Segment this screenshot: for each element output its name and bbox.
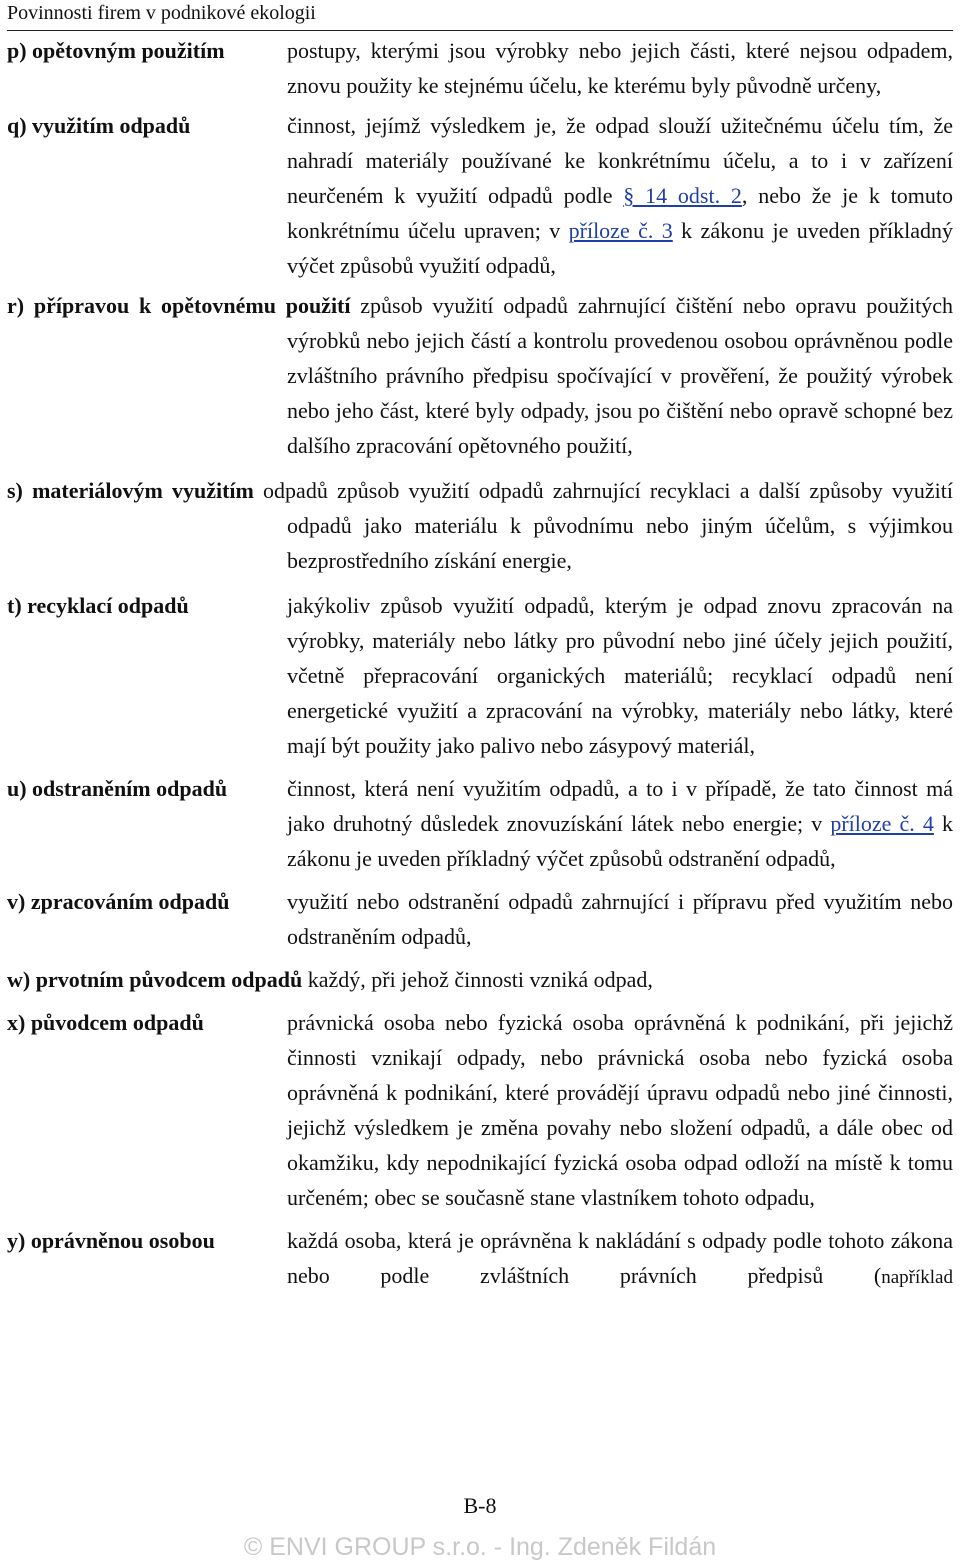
term-definition: jakýkoliv způsob využití odpadů, kterým je odpad znovu zpracován na výrobky, materiály nebo látky pro původní nebo jiné účely jejich použití, včetně přepracování organických materiálů; recyklací odpadů není energetické využití a zpracování na výrobky, materiály nebo látky, které mají být použity jako palivo nebo zásypový materiál, — [287, 593, 953, 758]
term-definition: každý, při jehož činnosti vzniká odpad, — [302, 967, 653, 992]
term-label: r) přípravou k opětovnému použití — [7, 293, 351, 318]
link-annex-4[interactable]: příloze č. 4 — [830, 811, 934, 836]
term-definition: odpadů způsob využití odpadů zahrnující recyklaci a další způsoby využití odpadů jako materiálu k původnímu nebo jiným účelům, s výjimkou bezprostředního získání energie, — [253, 478, 953, 573]
term-definition: postupy, kterými jsou výrobky nebo jejich části, které nejsou odpadem, znovu použity ke stejnému účelu, ke kterému byly původně určeny, — [287, 38, 953, 98]
definition-text: činnost, která není využitím odpadů, a to i v případě, že tato činnost má jako druhotný důsledek znovuzískání látek nebo energie; v — [287, 776, 953, 836]
definition-q — [7, 108, 953, 283]
term-label: t) recyklací odpadů — [7, 593, 189, 618]
term-label: u) odstraněním odpadů — [7, 776, 228, 801]
definition-text: k zákonu je uveden příkladný výčet způsobů odstranění odpadů, — [287, 811, 953, 871]
term-definition: právnická osoba nebo fyzická osoba oprávněná k podnikání, při jejichž činnosti vznikají odpady, nebo právnická osoba nebo fyzická osoba oprávněná k podnikání, které provádějí úpravu odpadů nebo jiné činnosti, jejichž výsledkem je změna povahy nebo složení odpadů, a dále obec od okamžiku, kdy nepodnikající fyzická osoba odpad odloží na místě k tomu určeném; obec se současně stane vlastníkem tohoto odpadu, — [287, 1010, 953, 1210]
definition-p — [7, 33, 953, 103]
definition-v — [7, 884, 953, 954]
definition-t — [7, 588, 953, 763]
term-label: v) zpracováním odpadů — [7, 889, 230, 914]
term-label: w) prvotním původcem odpadů — [7, 967, 303, 992]
definition-x — [7, 1005, 953, 1215]
term-definition: způsob využití odpadů zahrnující čištění nebo opravu použitých výrobků nebo jejich částí a kontrolu provedenou osobou oprávněnou podle zvláštního právního předpisu spočívající v prověření, že použitý výrobek nebo jeho část, které byly odpady, jsou po čištění nebo opravě schopné bez dalšího zpracování opětovného použití, — [287, 293, 953, 458]
term-definition — [287, 108, 953, 283]
term-definition — [287, 771, 953, 876]
page-number: B-8 — [463, 1493, 497, 1518]
link-annex-3[interactable]: příloze č. 3 — [568, 218, 673, 243]
link-paragraph-14[interactable]: § 14 odst. 2 — [623, 183, 742, 208]
definition-u — [7, 771, 953, 876]
term-label: p) opětovným použitím — [7, 38, 225, 63]
term-label: x) původcem odpadů — [7, 1010, 204, 1035]
term-definition: využití nebo odstranění odpadů zahrnující i přípravu před využitím nebo odstraněním odpadů, — [287, 889, 953, 949]
definition-text: každá osoba, která je oprávněna k nakládání s odpady podle tohoto zákona nebo podle zvláštních právních předpisů ( — [287, 1228, 953, 1288]
definition-text: činnost, jejímž výsledkem je, že odpad slouží užitečnému účelu tím, že nahradí materiály používané ke konkrétnímu účelu, a to i v zařízení neurčeném k využití odpadů podle — [287, 113, 953, 208]
page-header: Povinnosti firem v podnikové ekologii — [7, 0, 953, 31]
definition-y — [7, 1223, 953, 1295]
definition-r — [7, 288, 953, 463]
definition-text-small: například — [881, 1267, 953, 1288]
definition-w — [7, 962, 953, 997]
footer-watermark: © ENVI GROUP s.r.o. - Ing. Zdeněk Fildán — [243, 1533, 717, 1561]
term-definition — [287, 1223, 953, 1295]
term-label: y) oprávněnou osobou — [7, 1228, 215, 1253]
term-label: s) materiálovým využitím — [7, 478, 254, 503]
definition-text: , nebo že je k tomuto konkrétnímu účelu upraven; v — [287, 183, 953, 243]
definition-text: k zákonu je uveden příkladný výčet způsobů využití odpadů, — [287, 218, 953, 278]
definition-s — [7, 473, 953, 578]
term-label: q) využitím odpadů — [7, 113, 191, 138]
document-body — [7, 33, 953, 1295]
